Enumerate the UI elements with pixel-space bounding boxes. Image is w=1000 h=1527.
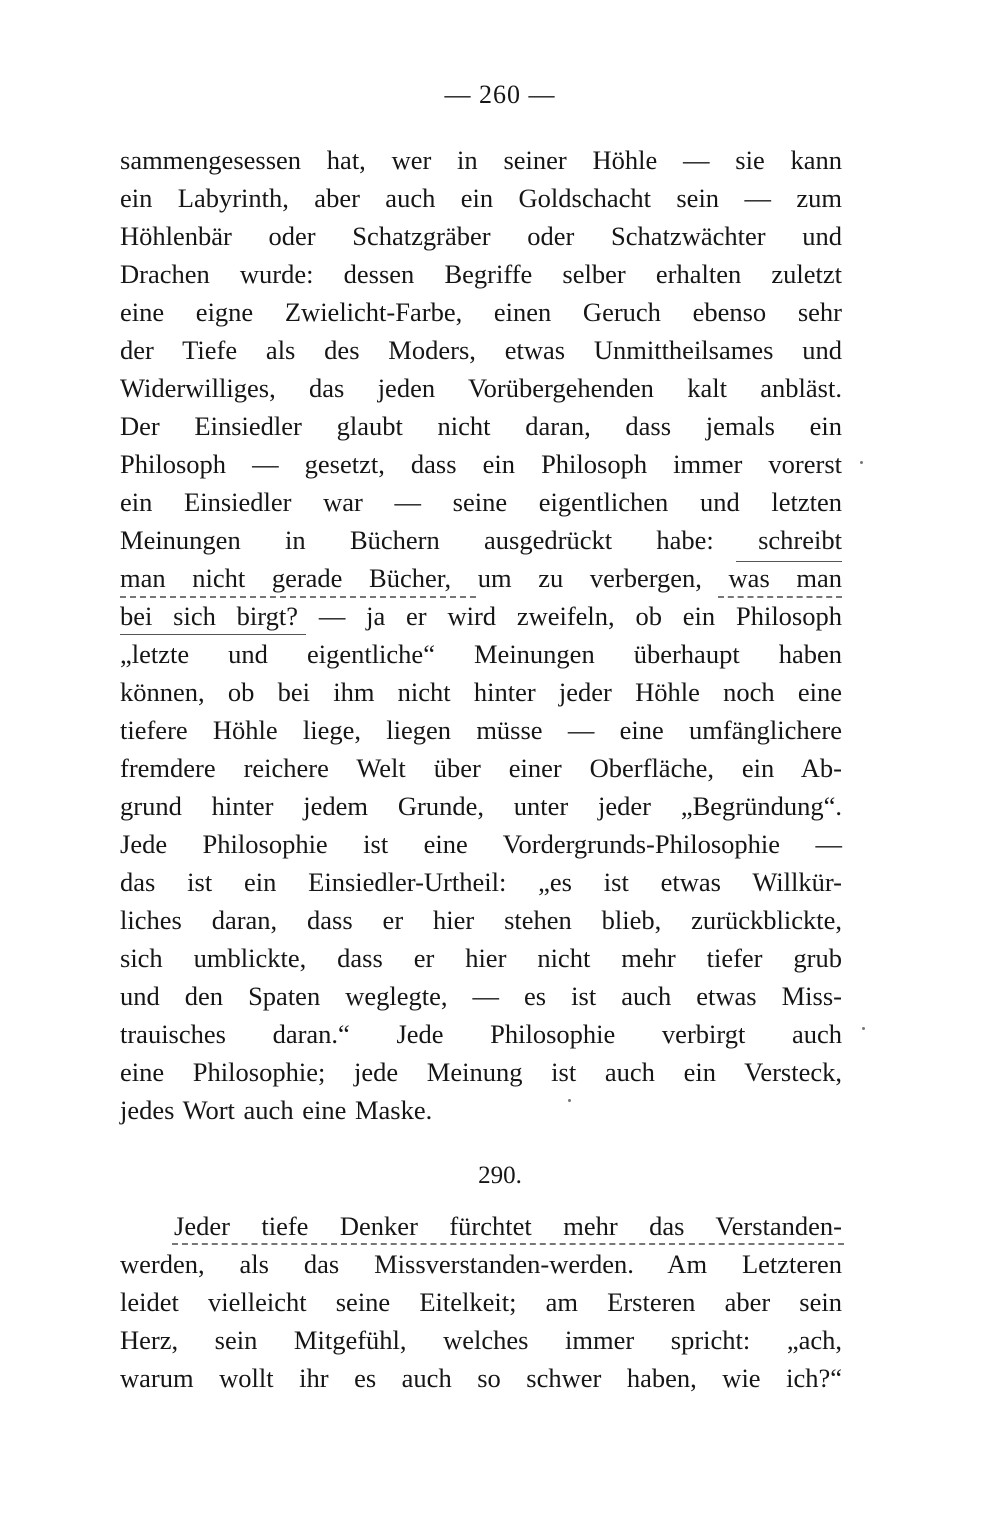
text-line: Jede Philosophie ist eine Vordergrunds-Philosophie —: [120, 829, 842, 859]
text-line: tiefere Höhle liege, liegen müsse — eine umfänglichere: [120, 715, 842, 745]
text-line: Meinungen in Büchern ausgedrückt habe: schreibt: [120, 525, 842, 555]
text-line: Jeder tiefe Denker fürchtet mehr das Verstanden-: [174, 1211, 842, 1241]
text-line: Herz, sein Mitgefühl, welches immer spricht: „ach,: [120, 1325, 842, 1355]
page-number: — 260 —: [444, 80, 556, 109]
pencil-underline: [120, 634, 306, 635]
section-number: 290.: [478, 1162, 522, 1189]
text-line: Höhlenbär oder Schatzgräber oder Schatzwächter und: [120, 221, 842, 251]
text-line: eine eigne Zwielicht-Farbe, einen Geruch ebenso sehr: [120, 297, 842, 327]
pencil-underline: [736, 561, 842, 562]
text-line: Philosoph — gesetzt, dass ein Philosoph immer vorerst: [120, 449, 842, 479]
text-line: können, ob bei ihm nicht hinter jeder Höhle noch eine: [120, 677, 842, 707]
text-line: sammengesessen hat, wer in seiner Höhle — sie kann: [120, 145, 842, 175]
stray-mark: [568, 1099, 571, 1102]
section-290-paragraph: [120, 1207, 842, 1397]
text-line: und den Spaten weglegte, — es ist auch etwas Miss-: [120, 981, 842, 1011]
text-line: ein Einsiedler war — seine eigentlichen und letzten: [120, 487, 842, 517]
text-line: der Tiefe als des Moders, etwas Unmittheilsames und: [120, 335, 842, 365]
text-line: fremdere reichere Welt über einer Oberfläche, ein Ab-: [120, 753, 842, 783]
text-line: Der Einsiedler glaubt nicht daran, dass jemals ein: [120, 411, 842, 441]
text-line: leidet vielleicht seine Eitelkeit; am Ersteren aber sein: [120, 1287, 842, 1317]
main-paragraph: [120, 141, 842, 1129]
text-line: „letzte und eigentliche“ Meinungen überhaupt haben: [120, 639, 842, 669]
stray-mark: [862, 1027, 865, 1030]
text-line: jedes Wort auch eine Maske.: [120, 1095, 433, 1125]
text-line: ein Labyrinth, aber auch ein Goldschacht sein — zum: [120, 183, 842, 213]
text-line: bei sich birgt? — ja er wird zweifeln, ob ein Philosoph: [120, 601, 842, 631]
text-line: grund hinter jedem Grunde, unter jeder „Begründung“.: [120, 791, 842, 821]
pencil-underline: [718, 596, 842, 598]
text-line: das ist ein Einsiedler-Urtheil: „es ist etwas Willkür-: [120, 867, 842, 897]
pencil-underline: [172, 1243, 844, 1245]
text-line: Widerwilliges, das jeden Vorübergehenden kalt anbläst.: [120, 373, 842, 403]
text-line: eine Philosophie; jede Meinung ist auch ein Versteck,: [120, 1057, 842, 1087]
text-line: warum wollt ihr es auch so schwer haben, wie ich?“: [120, 1363, 842, 1393]
text-line: Drachen wurde: dessen Begriffe selber erhalten zuletzt: [120, 259, 842, 289]
text-line: liches daran, dass er hier stehen blieb, zurückblickte,: [120, 905, 842, 935]
text-line: trauisches daran.“ Jede Philosophie verbirgt auch: [120, 1019, 842, 1049]
stray-mark: [860, 461, 863, 464]
text-line: werden, als das Missverstanden-werden. Am Letzteren: [120, 1249, 842, 1279]
text-line: sich umblickte, dass er hier nicht mehr tiefer grub: [120, 943, 842, 973]
pencil-underline: [120, 596, 476, 598]
text-line: man nicht gerade Bücher, um zu verbergen, was man: [120, 563, 842, 593]
